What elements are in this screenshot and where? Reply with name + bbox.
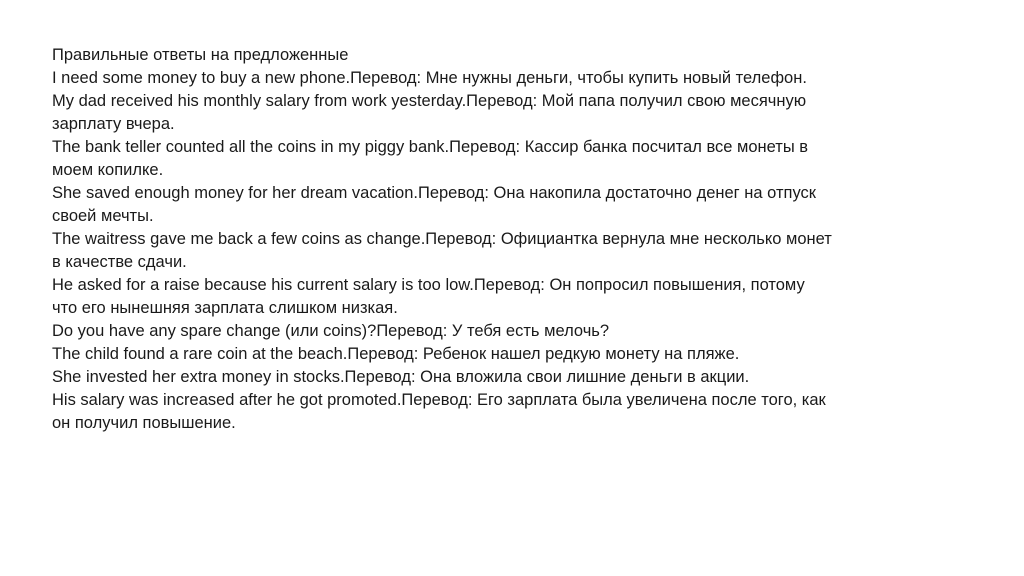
answer-item-5: The waitress gave me back a few coins as change.Перевод: Официантка вернула мне несколько монет в качестве сдачи. bbox=[52, 230, 832, 271]
slide-heading: Правильные ответы на предложенные bbox=[52, 46, 349, 64]
answer-item-1: I need some money to buy a new phone.Перевод: Мне нужны деньги, чтобы купить новый телефон. bbox=[52, 69, 807, 87]
answer-item-2: My dad received his monthly salary from work yesterday.Перевод: Мой папа получил свою месячную зарплату вчера. bbox=[52, 92, 807, 133]
answer-item-8: The child found a rare coin at the beach.Перевод: Ребенок нашел редкую монету на пляже. bbox=[52, 345, 740, 363]
answer-item-10: His salary was increased after he got promoted.Перевод: Его зарплата была увеличена после того, как он получил повышение. bbox=[52, 391, 826, 432]
answer-item-6: He asked for a raise because his current salary is too low.Перевод: Он попросил повышения, потому что его нынешняя зарплата слишком низкая. bbox=[52, 276, 805, 317]
text-block bbox=[52, 44, 832, 435]
answer-item-4: She saved enough money for her dream vacation.Перевод: Она накопила достаточно денег на отпуск своей мечты. bbox=[52, 184, 816, 225]
answer-item-3: The bank teller counted all the coins in my piggy bank.Перевод: Кассир банка посчитал все монеты в моем копилке. bbox=[52, 138, 809, 179]
answer-item-9: She invested her extra money in stocks.Перевод: Она вложила свои лишние деньги в акции. bbox=[52, 368, 750, 386]
answer-item-7: Do you have any spare change (или coins)?Перевод: У тебя есть мелочь? bbox=[52, 322, 610, 340]
